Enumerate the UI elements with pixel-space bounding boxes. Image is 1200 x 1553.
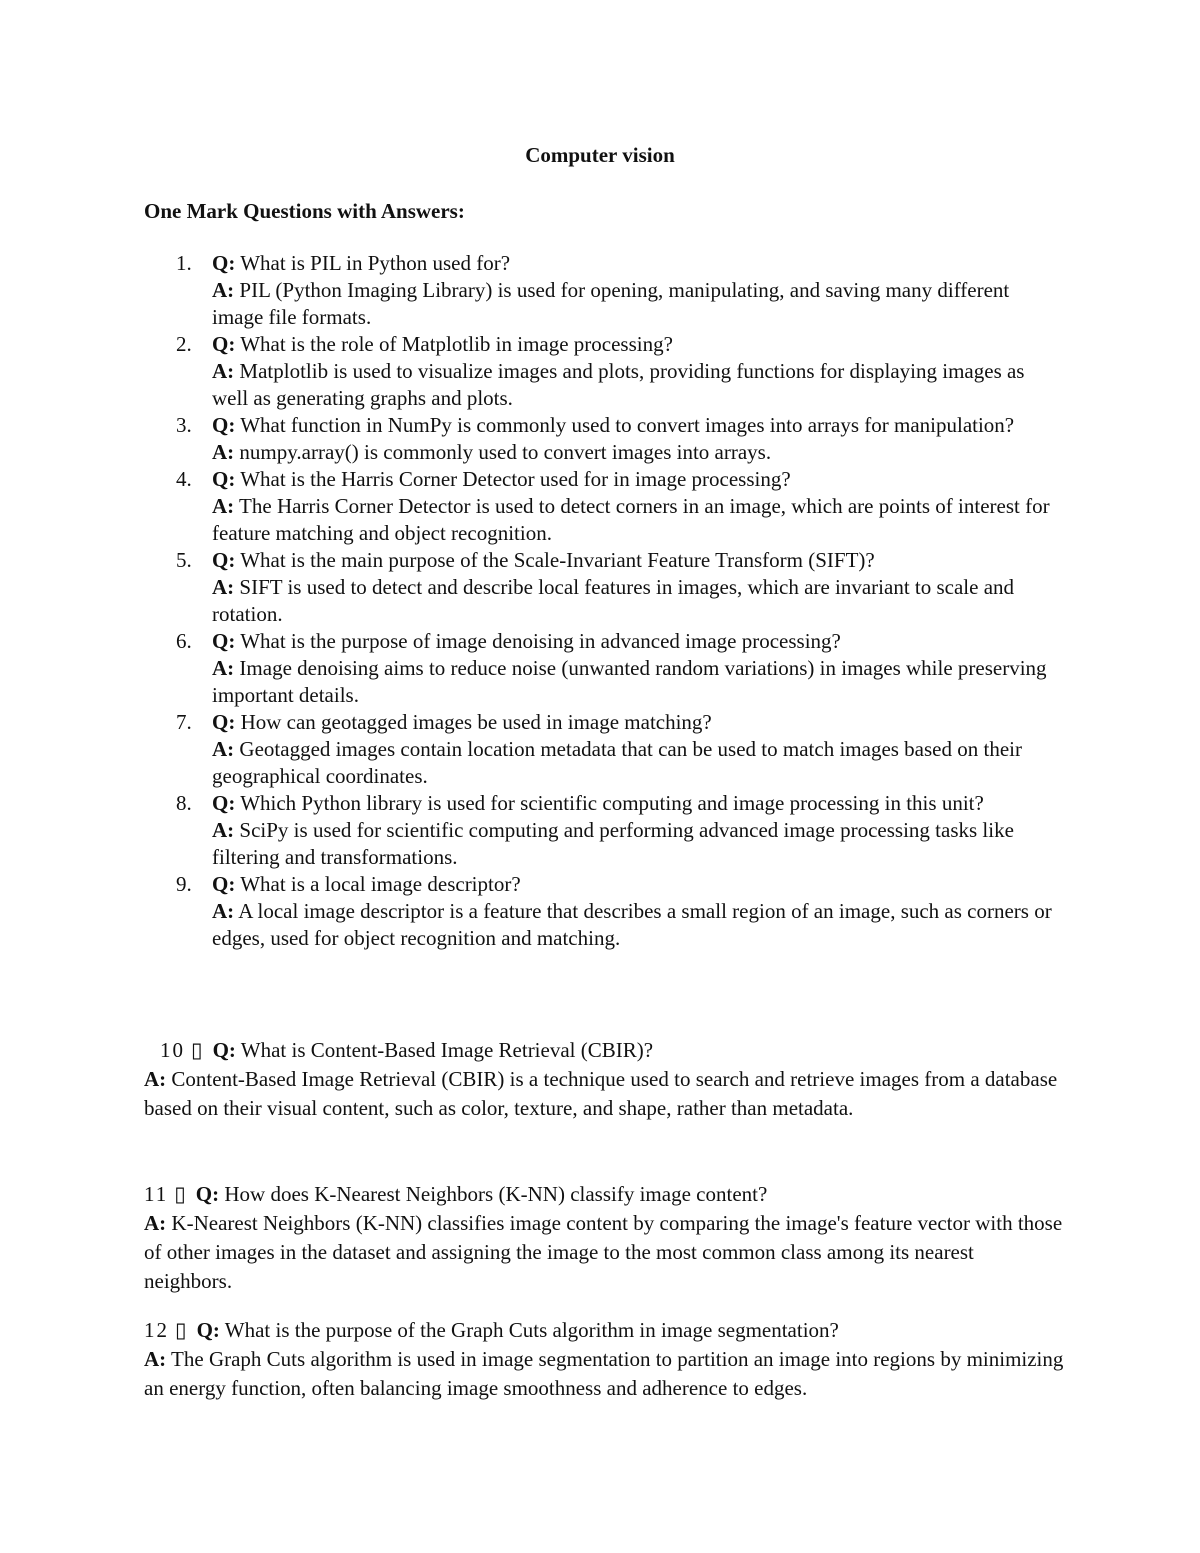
list-item	[144, 331, 1064, 412]
question-line	[212, 790, 1064, 817]
item-number: 1.	[176, 251, 192, 275]
item-number: 9.	[176, 872, 192, 896]
answer-label: A:	[212, 656, 235, 680]
answer-text: The Harris Corner Detector is used to detect corners in an image, which are points of interest for feature matching and object recognition.	[212, 494, 1050, 545]
list-item	[144, 628, 1064, 709]
answer-text: numpy.array() is commonly used to convert images into arrays.	[239, 440, 772, 464]
question-text: What is the purpose of image denoising in advanced image processing?	[240, 629, 841, 653]
item-number: 7.	[176, 710, 192, 734]
question-text: What is the purpose of the Graph Cuts algorithm in image segmentation?	[224, 1318, 839, 1342]
question-text: What is the main purpose of the Scale-Invariant Feature Transform (SIFT)?	[240, 548, 875, 572]
page-title: Computer vision	[525, 143, 675, 167]
question-text: What is Content-Based Image Retrieval (CBIR)?	[240, 1038, 654, 1062]
item-number: 11	[144, 1182, 169, 1206]
question-text: What is a local image descriptor?	[240, 872, 521, 896]
extra-question-block	[144, 1316, 1064, 1403]
question-label: Q:	[195, 1182, 220, 1206]
question-line	[212, 628, 1064, 655]
answer-label: A:	[212, 818, 235, 842]
answer-label: A:	[212, 575, 235, 599]
question-text: How can geotagged images be used in image matching?	[240, 710, 712, 734]
question-line	[212, 871, 1064, 898]
answer-line	[212, 817, 1064, 871]
answer-text: Image denoising aims to reduce noise (unwanted random variations) in images while preserving important details.	[212, 656, 1047, 707]
answer-text: The Graph Cuts algorithm is used in image segmentation to partition an image into regions by minimizing an energy function, often balancing image smoothness and adherence to edges.	[144, 1347, 1064, 1400]
answer-text: A local image descriptor is a feature that describes a small region of an image, such as corners or edges, used for object recognition and matching.	[212, 899, 1052, 950]
answer-line	[212, 493, 1064, 547]
item-number: 12	[144, 1318, 169, 1342]
list-item	[144, 466, 1064, 547]
extra-question-block	[144, 1036, 1064, 1123]
question-text: What function in NumPy is commonly used to convert images into arrays for manipulation?	[240, 413, 1015, 437]
answer-text: Content-Based Image Retrieval (CBIR) is a technique used to search and retrieve images from a database based on their visual content, such as color, texture, and shape, rather than metadata.	[144, 1067, 1058, 1120]
list-item	[144, 547, 1064, 628]
bullet-glyph: ▯	[175, 1318, 187, 1342]
answer-paragraph	[144, 1211, 1062, 1293]
question-line	[144, 1316, 1064, 1345]
question-text: Which Python library is used for scientific computing and image processing in this unit?	[240, 791, 984, 815]
question-text: How does K-Nearest Neighbors (K-NN) classify image content?	[224, 1182, 768, 1206]
answer-text: K-Nearest Neighbors (K-NN) classifies image content by comparing the image's feature vector with those of other images in the dataset and assigning the image to the most common class among its nearest neighbors.	[144, 1211, 1063, 1293]
list-item	[144, 790, 1064, 871]
question-line	[144, 1036, 1064, 1065]
question-line	[212, 466, 1064, 493]
question-label: Q:	[212, 467, 236, 491]
answer-text: Matplotlib is used to visualize images and plots, providing functions for displaying images as well as generating graphs and plots.	[212, 359, 1025, 410]
question-text: What is the role of Matplotlib in image processing?	[240, 332, 673, 356]
item-number: 3.	[176, 413, 192, 437]
question-line	[212, 412, 1064, 439]
bullet-glyph: ▯	[174, 1182, 186, 1206]
answer-paragraph	[144, 1067, 1057, 1120]
question-label: Q:	[212, 791, 236, 815]
question-label: Q:	[212, 548, 236, 572]
question-label: Q:	[212, 872, 236, 896]
answer-label: A:	[212, 494, 235, 518]
answer-text: PIL (Python Imaging Library) is used for opening, manipulating, and saving many different image file formats.	[212, 278, 1010, 329]
list-item	[144, 250, 1064, 331]
answer-line	[212, 439, 1064, 466]
item-number: 6.	[176, 629, 192, 653]
question-text: What is the Harris Corner Detector used for in image processing?	[240, 467, 791, 491]
answer-label: A:	[144, 1347, 167, 1371]
question-label: Q:	[212, 629, 236, 653]
list-item	[144, 412, 1064, 466]
item-number: 8.	[176, 791, 192, 815]
answer-line	[212, 277, 1064, 331]
answer-label: A:	[144, 1067, 167, 1091]
question-label: Q:	[212, 710, 236, 734]
question-label: Q:	[212, 413, 236, 437]
question-label: Q:	[212, 332, 236, 356]
question-line	[212, 709, 1064, 736]
question-label: Q:	[212, 251, 236, 275]
answer-line	[212, 736, 1064, 790]
answer-label: A:	[212, 440, 235, 464]
item-number: 2.	[176, 332, 192, 356]
answer-label: A:	[212, 359, 235, 383]
question-label: Q:	[212, 1038, 236, 1062]
question-line	[212, 547, 1064, 574]
answer-label: A:	[212, 899, 235, 923]
answer-line	[212, 358, 1064, 412]
answer-label: A:	[212, 737, 235, 761]
answer-label: A:	[212, 278, 235, 302]
question-line	[212, 331, 1064, 358]
item-number: 10	[160, 1038, 185, 1062]
question-label: Q:	[196, 1318, 220, 1342]
question-line	[144, 1180, 1064, 1209]
answer-text: SIFT is used to detect and describe local features in images, which are invariant to scale and rotation.	[212, 575, 1015, 626]
extra-question-block	[144, 1180, 1064, 1296]
list-item	[144, 709, 1064, 790]
answer-line	[212, 574, 1064, 628]
answer-line	[212, 898, 1064, 952]
numbered-qa-list	[144, 250, 1064, 952]
question-text: What is PIL in Python used for?	[240, 251, 511, 275]
answer-label: A:	[144, 1211, 167, 1235]
answer-line	[212, 655, 1064, 709]
question-line	[212, 250, 1064, 277]
section-heading: One Mark Questions with Answers:	[144, 199, 465, 223]
answer-paragraph	[144, 1347, 1063, 1400]
list-item	[144, 871, 1064, 952]
item-number: 4.	[176, 467, 192, 491]
item-number: 5.	[176, 548, 192, 572]
answer-text: Geotagged images contain location metadata that can be used to match images based on their geographical coordinates.	[212, 737, 1022, 788]
answer-text: SciPy is used for scientific computing and performing advanced image processing tasks like filtering and transformations.	[212, 818, 1014, 869]
bullet-glyph: ▯	[191, 1038, 203, 1062]
